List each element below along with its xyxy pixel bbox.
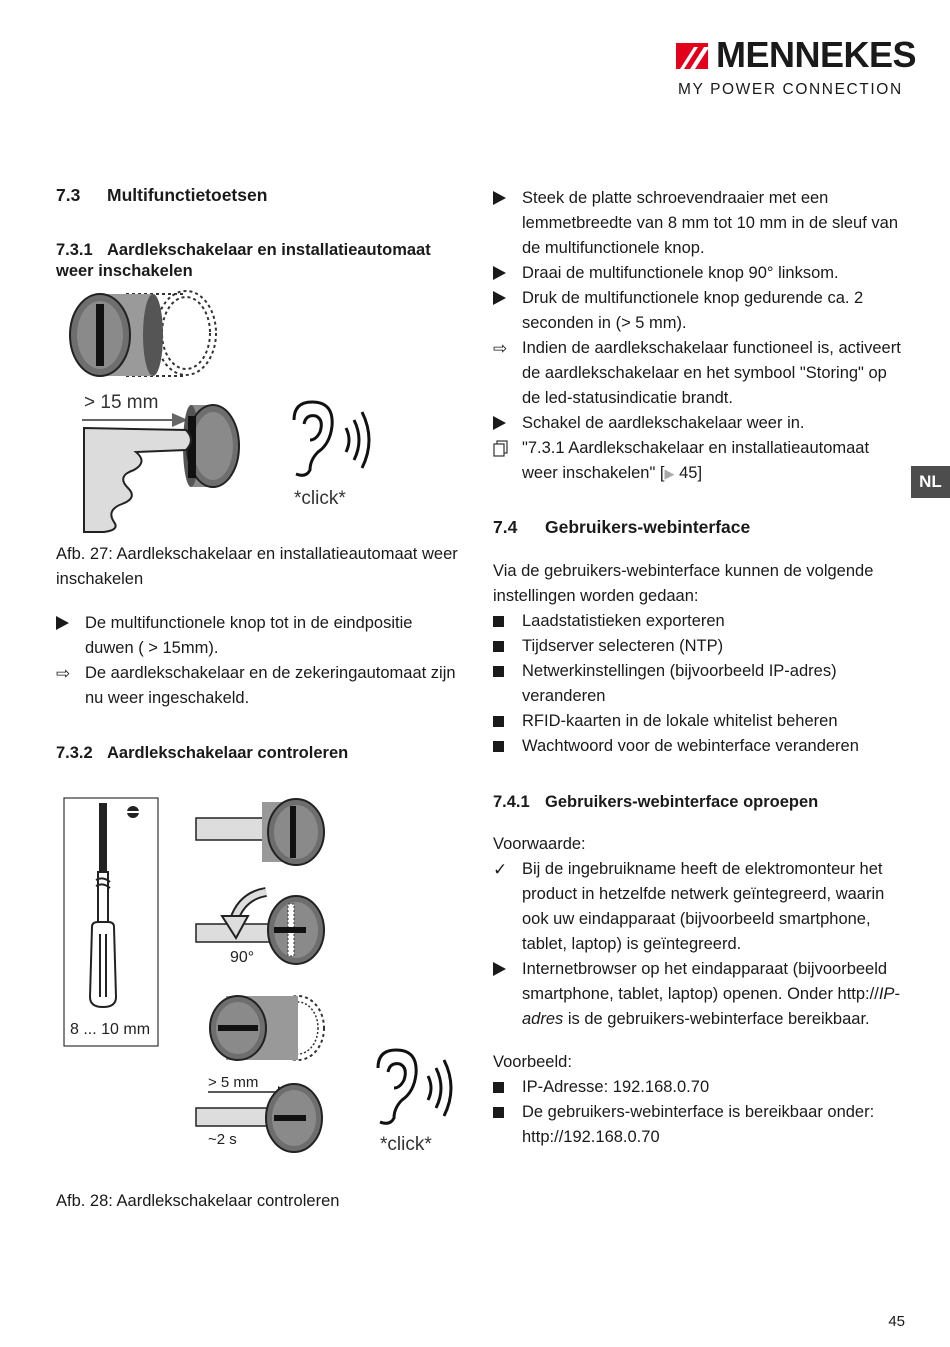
list-item (493, 609, 905, 634)
step-result (56, 661, 462, 711)
rotation-angle-label: 90° (230, 949, 255, 966)
blade-width-label: 8 ... 10 mm (70, 1021, 151, 1038)
section-number: 7.4 (493, 517, 518, 537)
brand-tagline: MY POWER CONNECTION (678, 81, 903, 98)
action-arrow-icon (493, 286, 513, 313)
subsection-heading-7-4-1 (493, 792, 905, 813)
step-reference[interactable] (493, 436, 905, 486)
figure-28-caption (56, 1189, 466, 1214)
step-action (493, 411, 905, 436)
list-item-text: RFID-kaarten in de lokale whitelist beheren (522, 712, 838, 730)
square-bullet-icon (493, 709, 513, 735)
square-bullet-icon (493, 734, 513, 760)
step-result (493, 336, 905, 411)
example-item (493, 1075, 905, 1100)
action-arrow-icon (493, 411, 513, 438)
section-7-4-body (493, 559, 905, 759)
ear-icon (294, 402, 369, 475)
list-item-text: Laadstatistieken exporteren (522, 612, 725, 630)
result-arrow-icon: ⇨ (493, 339, 508, 358)
section-7-4-1-body (493, 832, 905, 1150)
knob-extended (70, 294, 163, 376)
subsection-number: 7.3.2 (56, 744, 93, 762)
press-depth-label: > 5 mm (208, 1074, 259, 1091)
section-title: Multifunctietoetsen (107, 185, 268, 205)
precondition-label: Voorwaarde: (493, 835, 586, 853)
knob-step3 (210, 996, 324, 1060)
action-arrow-icon (493, 957, 513, 984)
example-text: IP-Adresse: 192.168.0.70 (522, 1078, 710, 1096)
section-heading-7-4 (493, 517, 905, 538)
result-arrow-icon: ⇨ (56, 664, 71, 683)
example-item (493, 1100, 905, 1150)
left-column (56, 185, 476, 206)
figure-27-illustration (56, 290, 386, 538)
step-action (493, 186, 905, 261)
step-text-a: Internetbrowser op het eindapparaat (bijvoorbeeld smartphone, tablet, laptop) openen. Onder http:// (522, 960, 888, 1003)
click-label: *click* (380, 1134, 432, 1155)
subsection-title: Aardlekschakelaar en installatieautomaat weer inschakelen (56, 241, 431, 280)
subsection-heading-7-3-2 (56, 743, 466, 764)
section-number: 7.3 (56, 185, 81, 205)
steps-7-3-1 (56, 611, 462, 711)
step-text: Draai de multifunctionele knop 90° linksom. (522, 264, 839, 282)
ear-icon (378, 1050, 451, 1123)
list-item-text: Wachtwoord voor de webinterface veranderen (522, 737, 859, 755)
square-bullet-icon (493, 634, 513, 660)
screwdriver-icon (90, 804, 116, 1007)
step-text-b: is de gebruikers-webinterface bereikbaar. (563, 1010, 870, 1028)
list-item (493, 634, 905, 659)
action-arrow-icon (56, 611, 76, 638)
action-arrow-icon (493, 261, 513, 288)
mennekes-mark-icon (676, 43, 708, 69)
step-action (493, 957, 905, 1032)
page-number: 45 (888, 1313, 905, 1330)
reference-page: 45] (674, 464, 703, 482)
list-item-text: Netwerkinstellingen (bijvoorbeeld IP-adres) veranderen (522, 662, 837, 705)
language-tab: NL (911, 466, 950, 498)
knob-step1 (196, 799, 324, 865)
brand-logo (676, 34, 917, 102)
brand-name: MENNEKES (716, 34, 917, 75)
step-text: Indien de aardlekschakelaar functioneel is, activeert de aardlekschakelaar en het symbool "Storing" op de led-statusindicatie brandt. (522, 339, 901, 407)
dimension-label: > 15 mm (84, 392, 159, 413)
square-bullet-icon (493, 609, 513, 635)
subsection-number: 7.4.1 (493, 793, 530, 811)
square-bullet-icon (493, 1100, 513, 1126)
subsection-number: 7.3.1 (56, 241, 93, 259)
reference-text: "7.3.1 Aardlekschakelaar en installatieautomaat weer inschakelen" [ (522, 439, 870, 482)
steps-7-3-2 (493, 186, 905, 486)
subsection-title: Aardlekschakelaar controleren (107, 744, 349, 762)
click-label: *click* (294, 488, 346, 509)
knob-step2-rotate (196, 892, 324, 964)
figure-27-caption (56, 542, 466, 592)
action-arrow-icon (493, 186, 513, 213)
step-action (493, 261, 905, 286)
step-action (493, 286, 905, 336)
square-bullet-icon (493, 1075, 513, 1101)
example-text: De gebruikers-webinterface is bereikbaar onder: http://192.168.0.70 (522, 1103, 875, 1146)
checkmark-icon: ✓ (493, 860, 508, 879)
list-item (493, 709, 905, 734)
step-text: Druk de multifunctionele knop gedurende ca. 2 seconden in (> 5 mm). (522, 289, 864, 332)
subsection-title: Gebruikers-webinterface oproepen (545, 793, 819, 811)
precondition-text: Bij de ingebruikname heeft de elektromonteur het product in hetzelfde netwerk geïntegreerd, waarin ook uw eindapparaat (bijvoorbeeld smartphone, tablet, laptop) is geïntegreerd. (522, 860, 885, 953)
list-item-text: Tijdserver selecteren (NTP) (522, 637, 724, 655)
page-ref-arrow-icon: ▶ (664, 466, 675, 481)
step-text: Steek de platte schroevendraaier met een lemmetbreedte van 8 mm tot 10 mm in de sleuf van de multifunctionele knop. (522, 189, 899, 257)
knob-pressed (183, 405, 239, 487)
section-title: Gebruikers-webinterface (545, 517, 751, 537)
step-text: Schakel de aardlekschakelaar weer in. (522, 414, 805, 432)
square-bullet-icon (493, 659, 513, 685)
section-heading-7-3 (56, 185, 476, 206)
list-item (493, 734, 905, 759)
hand-pressing (84, 428, 191, 532)
example-label: Voorbeeld: (493, 1053, 572, 1071)
step-text: De aardlekschakelaar en de zekeringautomaat zijn nu weer ingeschakeld. (85, 664, 456, 707)
step-action (56, 611, 462, 661)
document-reference-icon (493, 436, 513, 465)
press-time-label: ~2 s (208, 1131, 237, 1148)
precondition-item (493, 857, 905, 957)
intro-text: Via de gebruikers-webinterface kunnen de volgende instellingen worden gedaan: (493, 562, 874, 605)
step-text: De multifunctionele knop tot in de eindpositie duwen ( > 15mm). (85, 614, 413, 657)
caption-text: Afb. 28: Aardlekschakelaar controleren (56, 1192, 340, 1210)
list-item (493, 659, 905, 709)
figure-28-illustration (56, 792, 466, 1164)
caption-text: Afb. 27: Aardlekschakelaar en installatieautomaat weer inschakelen (56, 545, 458, 588)
step-text-italic: IP-adres (522, 985, 900, 1028)
subsection-heading-7-3-1 (56, 240, 466, 282)
